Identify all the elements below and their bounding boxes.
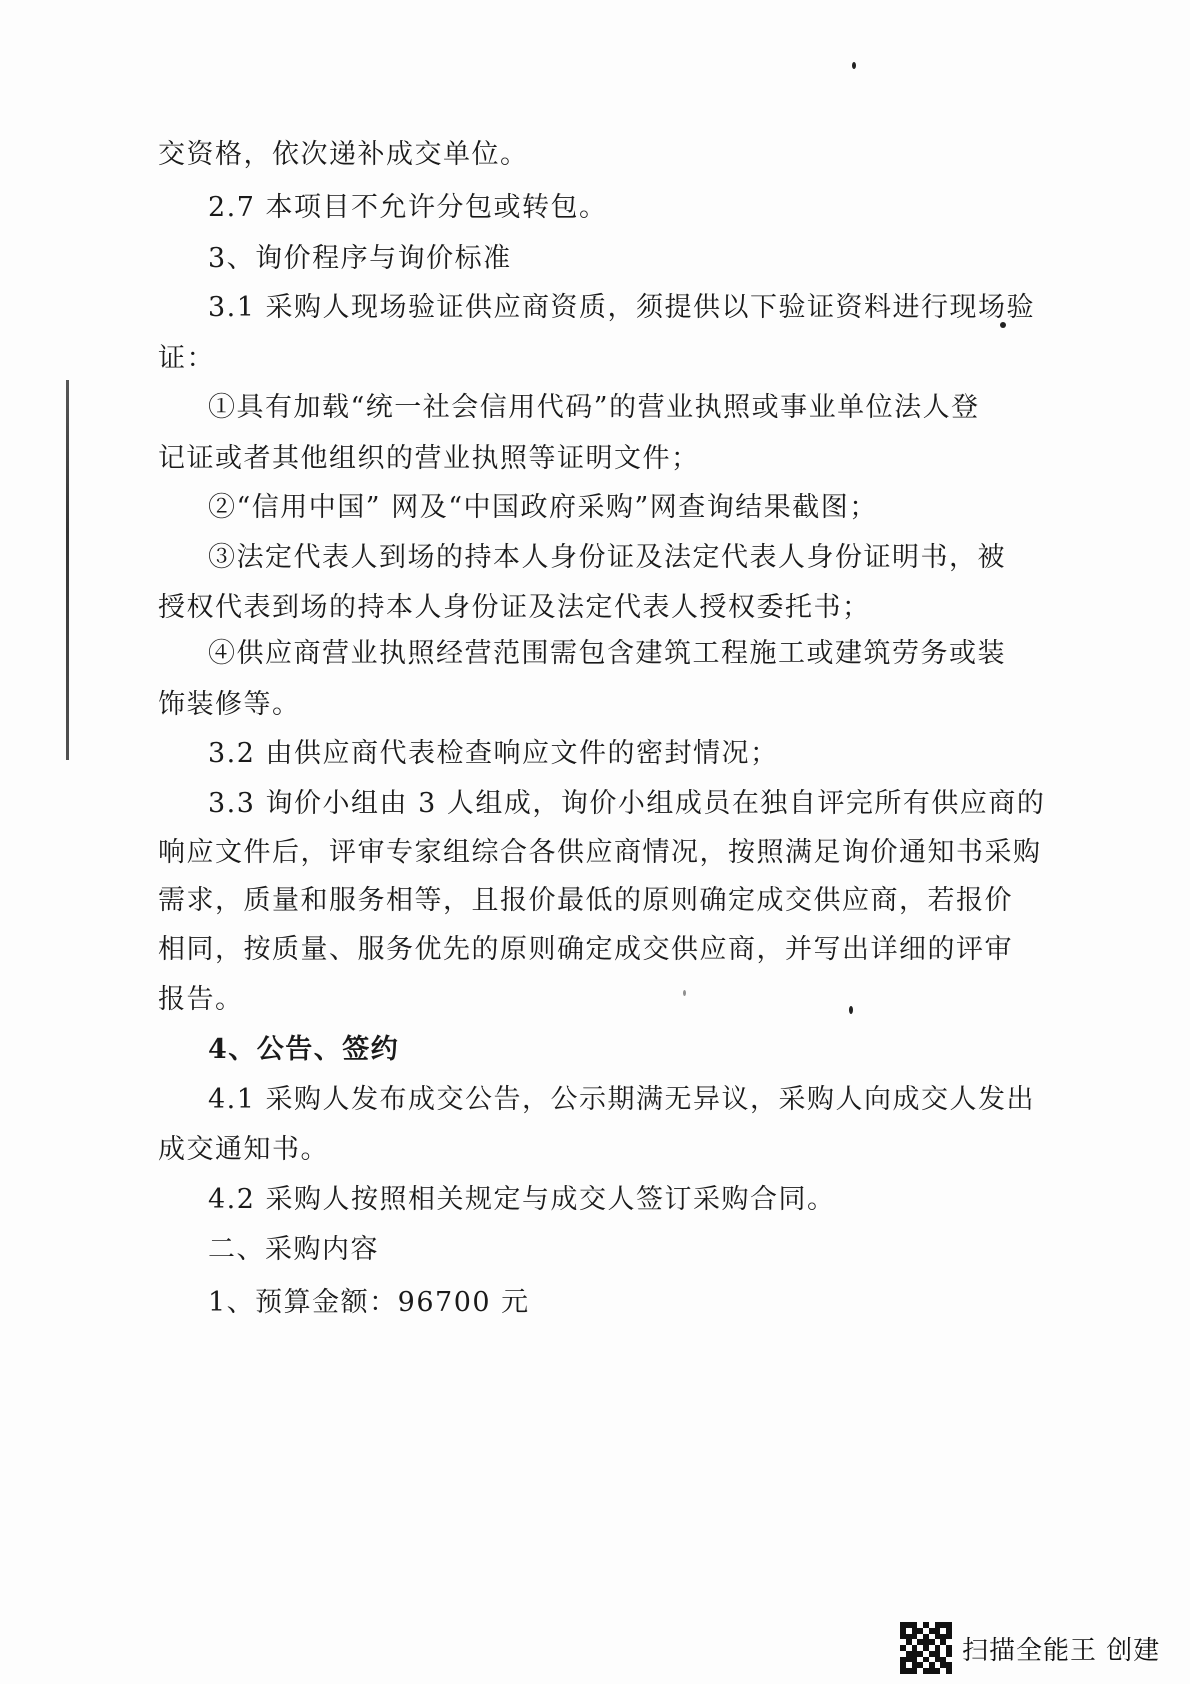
doc-line: 成交通知书。 [158,1134,329,1165]
doc-line: 交资格，依次递补成交单位。 [158,139,529,170]
qr-code-icon [900,1622,952,1674]
doc-line: ①具有加载“统一社会信用代码”的营业执照或事业单位法人登 [208,392,980,423]
scanner-label: 扫描全能王 创建 [962,1635,1161,1666]
doc-line: 二、采购内容 [208,1234,379,1265]
doc-line: ④供应商营业执照经营范围需包含建筑工程施工或建筑劳务或装 [208,638,1006,669]
doc-line: 3.2 由供应商代表检查响应文件的密封情况； [208,738,779,769]
doc-line: 4.1 采购人发布成交公告，公示期满无异议，采购人向成交人发出 [208,1084,1036,1115]
doc-line: 2.7 本项目不允许分包或转包。 [208,192,608,223]
doc-line: 4、公告、签约 [208,1034,400,1065]
scanner-watermark [900,1620,1160,1676]
scan-speck [852,62,856,69]
doc-line: 报告。 [158,984,244,1015]
doc-line: 饰装修等。 [158,689,301,720]
doc-line: 3.3 询价小组由 3 人组成，询价小组成员在独自评完所有供应商的 [208,788,1046,819]
doc-line: 证： [158,343,215,374]
scan-speck [683,990,686,996]
doc-line: 需求，质量和服务相等，且报价最低的原则确定成交供应商，若报价 [158,885,1013,916]
doc-line: 相同，按质量、服务优先的原则确定成交供应商，并写出详细的评审 [158,934,1013,965]
scan-speck [849,1006,853,1014]
doc-line: 3.1 采购人现场验证供应商资质，须提供以下验证资料进行现场验 [208,292,1036,323]
scan-edge-mark [66,380,69,760]
doc-line: ②“信用中国” 网及“中国政府采购”网查询结果截图； [208,492,878,523]
doc-line: 1、预算金额：96700 元 [208,1287,530,1318]
doc-line: 记证或者其他组织的营业执照等证明文件； [158,443,700,474]
doc-line: 响应文件后，评审专家组综合各供应商情况，按照满足询价通知书采购 [158,837,1042,868]
doc-line: ③法定代表人到场的持本人身份证及法定代表人身份证明书，被 [208,542,1006,573]
doc-line: 3、询价程序与询价标准 [208,243,512,274]
doc-line: 4.2 采购人按照相关规定与成交人签订采购合同。 [208,1184,836,1215]
doc-line: 授权代表到场的持本人身份证及法定代表人授权委托书； [158,592,871,623]
